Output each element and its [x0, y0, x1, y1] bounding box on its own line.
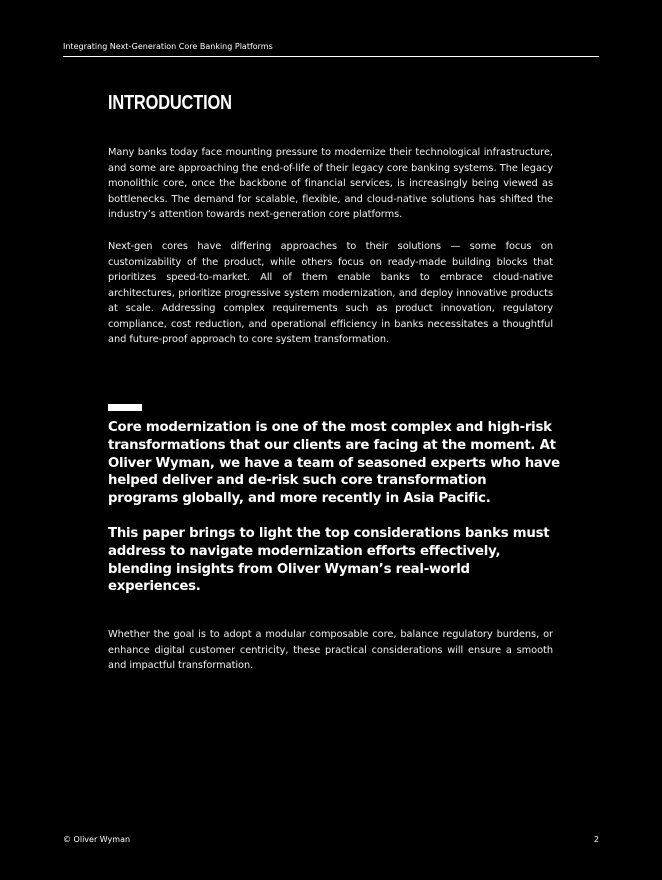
intro-paragraph-1: Many banks today face mounting pressure to modernize their technological infrastructure, and some are approaching the end-of-life of their legacy core banking systems. The legacy monolithic core, once the backbone of financial services, is increasingly being viewed as bottlenecks. The demand for scalable, flexible, and cloud-native solutions has shifted the industry’s attention towards next-generation core platforms. — [108, 147, 553, 220]
callout-paragraph-2: This paper brings to light the top considerations banks must address to navigate modernization efforts effectively, blending insights from Oliver Wyman’s real-world experiences. — [108, 526, 550, 595]
closing-paragraph: Whether the goal is to adopt a modular composable core, balance regulatory burdens, or enhance digital customer centricity, these practical considerations will ensure a smooth and impactful transformation. — [108, 629, 553, 671]
callout-accent-bar — [108, 404, 142, 411]
page-number: 2 — [593, 835, 599, 844]
header-divider — [63, 56, 599, 57]
section-title: INTRODUCTION — [108, 92, 232, 114]
callout-paragraph-1: Core modernization is one of the most complex and high-risk transformations that our clients are facing at the moment. At Oliver Wyman, we have a team of seasoned experts who have helped deliver and de-risk such core transformation programs globally, and more recently in Asia Pacific. — [108, 420, 560, 507]
running-header: Integrating Next-Generation Core Banking Platforms — [63, 42, 273, 51]
footer-copyright: © Oliver Wyman — [63, 835, 131, 844]
intro-paragraph-2: Next-gen cores have differing approaches to their solutions — some focus on customizability of the product, while others focus on ready-made building blocks that prioritizes speed-to-market. All of them enable banks to embrace cloud-native architectures, prioritize progressive system modernization, and deploy innovative products at scale. Addressing complex requirements such as product innovation, regulatory compliance, cost reduction, and operational efficiency in banks necessitates a thoughtful and future-proof approach to core system transformation. — [108, 241, 553, 345]
